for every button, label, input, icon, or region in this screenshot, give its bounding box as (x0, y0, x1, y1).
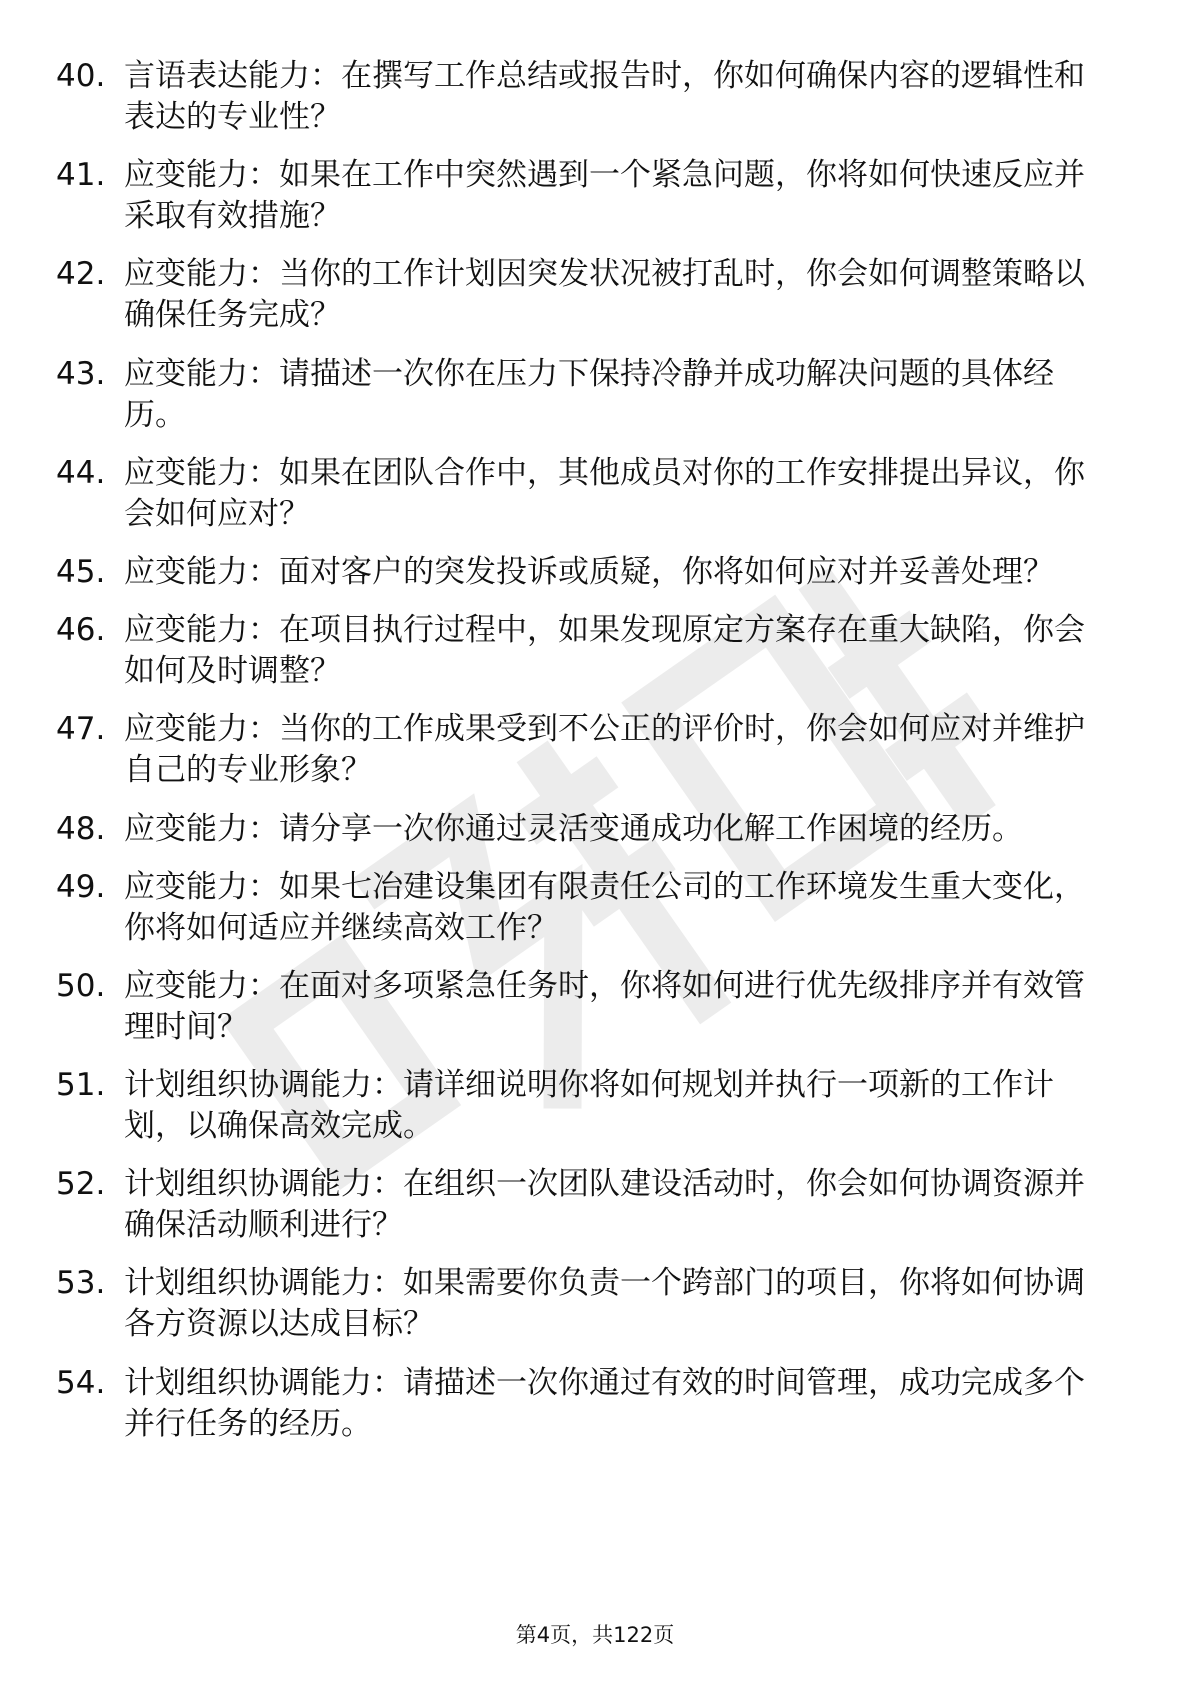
question-text: 计划组织协调能力：在组织一次团队建设活动时，你会如何协调资源并确保活动顺利进行？ (124, 1166, 1085, 1244)
question-item-45 (56, 552, 1106, 593)
question-text: 应变能力：如果在团队合作中，其他成员对你的工作安排提出异议，你会如何应对？ (124, 454, 1085, 532)
question-number: 48. (56, 810, 106, 847)
question-text: 言语表达能力：在撰写工作总结或报告时，你如何确保内容的逻辑性和表达的专业性？ (124, 58, 1085, 135)
question-text: 计划组织协调能力：如果需要你负责一个跨部门的项目，你将如何协调各方资源以达成目标？ (124, 1265, 1085, 1343)
question-item-51 (56, 1065, 1106, 1147)
question-item-44 (56, 453, 1106, 535)
question-number: 41. (56, 157, 106, 194)
question-number: 51. (56, 1067, 106, 1104)
page-number-footer: 第4页，共122页 (515, 1623, 675, 1647)
question-text: 应变能力：在面对多项紧急任务时，你将如何进行优先级排序并有效管理时间？ (124, 967, 1085, 1045)
question-text: 计划组织协调能力：请详细说明你将如何规划并执行一项新的工作计划，以确保高效完成。 (124, 1067, 1054, 1145)
question-item-42 (56, 254, 1106, 336)
question-item-43 (56, 354, 1106, 436)
question-number: 53. (56, 1265, 106, 1302)
question-text: 应变能力：在项目执行过程中，如果发现原定方案存在重大缺陷，你会如何及时调整？ (124, 612, 1085, 690)
question-item-53 (56, 1263, 1106, 1345)
question-item-40 (56, 56, 1106, 138)
question-number: 40. (56, 58, 106, 94)
question-item-52 (56, 1164, 1106, 1246)
question-text: 应变能力：请分享一次你通过灵活变通成功化解工作困境的经历。 (124, 810, 1023, 847)
question-text: 应变能力：当你的工作成果受到不公正的评价时，你会如何应对并维护自己的专业形象？ (124, 711, 1085, 789)
question-number: 52. (56, 1166, 106, 1203)
question-text: 应变能力：面对客户的突发投诉或质疑，你将如何应对并妥善处理？ (124, 553, 1054, 590)
question-item-50 (56, 966, 1106, 1048)
question-item-41 (56, 155, 1106, 237)
question-list (56, 56, 1106, 1462)
question-text: 计划组织协调能力：请描述一次你通过有效的时间管理，成功完成多个并行任务的经历。 (124, 1364, 1085, 1442)
question-text: 应变能力：如果七冶建设集团有限责任公司的工作环境发生重大变化，你将如何适应并继续高效工作？ (124, 868, 1085, 946)
question-item-48 (56, 809, 1106, 850)
question-number: 43. (56, 355, 106, 392)
question-text: 应变能力：请描述一次你在压力下保持冷静并成功解决问题的具体经历。 (124, 355, 1054, 433)
question-number: 46. (56, 612, 106, 649)
question-number: 45. (56, 553, 106, 590)
question-number: 54. (56, 1364, 106, 1401)
question-number: 44. (56, 454, 106, 491)
question-text: 应变能力：当你的工作计划因突发状况被打乱时，你会如何调整策略以确保任务完成？ (124, 256, 1085, 334)
question-number: 47. (56, 711, 106, 748)
question-number: 50. (56, 967, 106, 1004)
question-item-47 (56, 709, 1106, 791)
question-number: 42. (56, 256, 106, 293)
question-text: 应变能力：如果在工作中突然遇到一个紧急问题，你将如何快速反应并采取有效措施？ (124, 157, 1085, 235)
question-item-49 (56, 867, 1106, 949)
question-number: 49. (56, 868, 106, 905)
question-item-46 (56, 610, 1106, 692)
question-item-54 (56, 1363, 1106, 1445)
